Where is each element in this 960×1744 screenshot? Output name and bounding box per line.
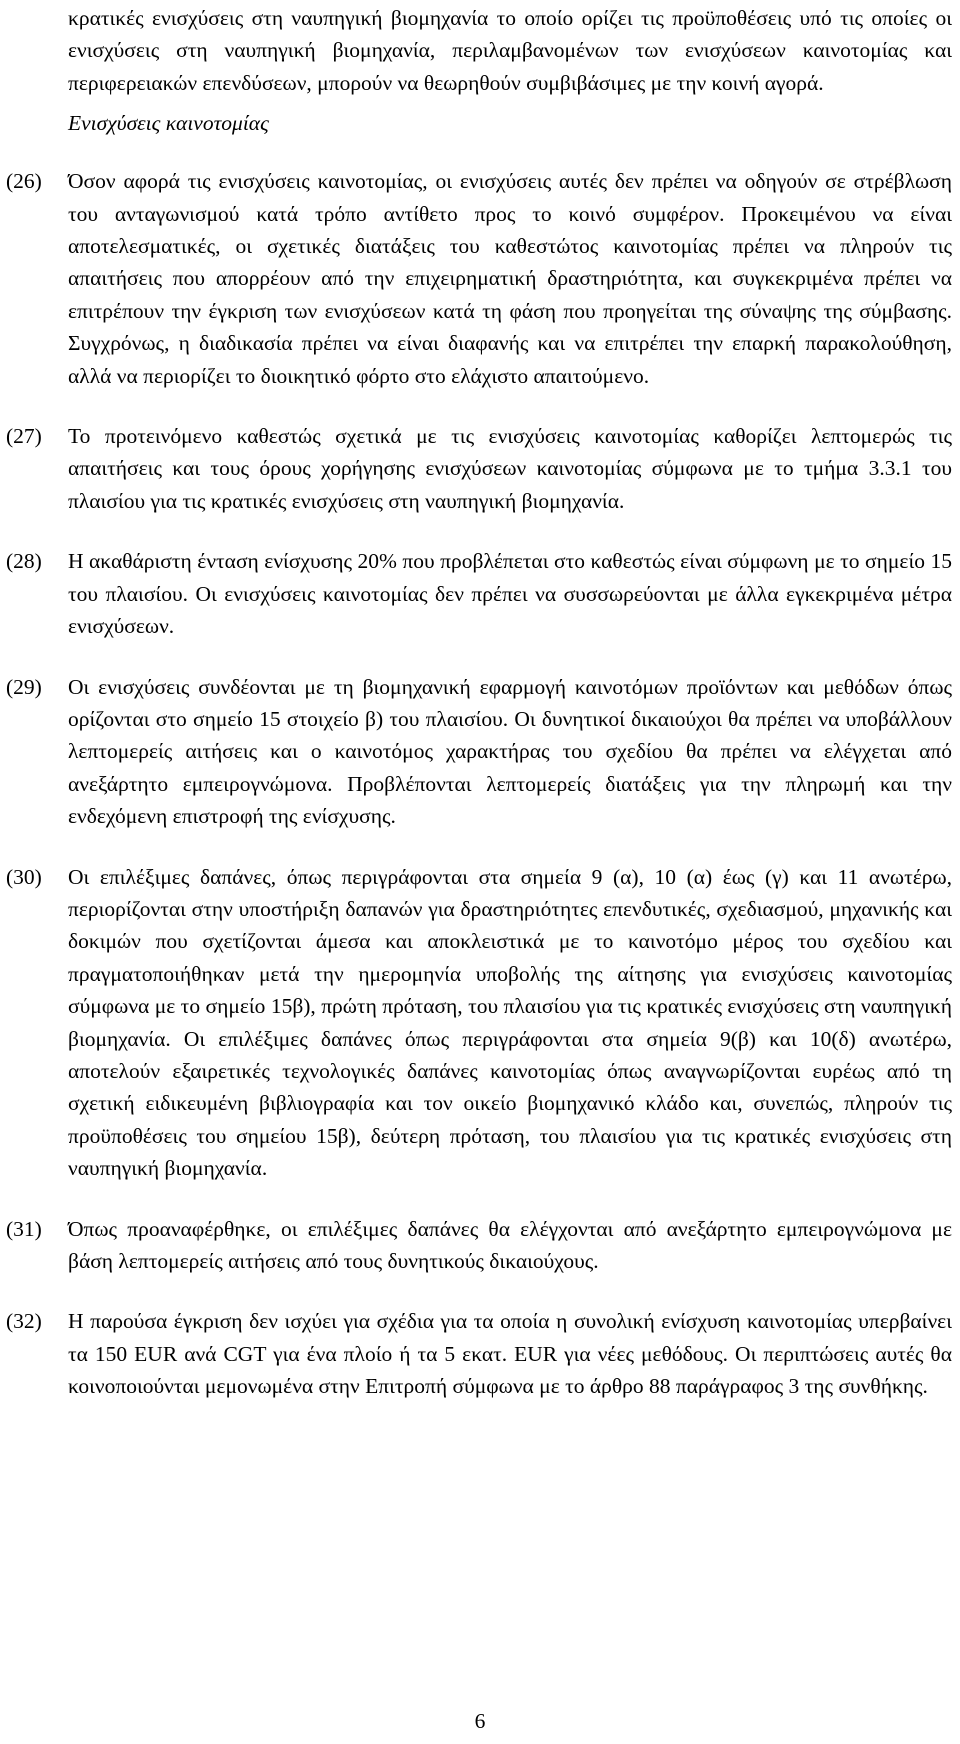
numbered-paragraph [6,861,952,1185]
numbered-paragraph [6,1305,952,1402]
paragraph-number: (27) [6,424,42,449]
paragraph-number: (26) [6,169,42,194]
page-number: 6 [474,1709,486,1733]
paragraph-number: (32) [6,1309,42,1334]
paragraph-text: Οι επιλέξιμες δαπάνες, όπως περιγράφονται στα σημεία 9 (α), 10 (α) έως (γ) και 11 ανωτέρω, περιορίζονται στην υποστήριξη δαπανών για δραστηριότητες επενδυτικές, σχεδιασμού, μηχανικής και δοκιμών που σχετίζονται άμεσα και αποκλειστικά με το καινοτόμο μέρος του σχεδίου και πραγματοποιήθηκαν μετά την ημερομηνία υποβολής της αίτησης για ενισχύσεις καινοτομίας σύμφωνα με το σημείο 15β), πρώτη πρόταση, του πλαισίου για τις κρατικές ενισχύσεις στη ναυπηγική βιομηχανία. Οι επιλέξιμες δαπάνες όπως περιγράφονται στα σημεία 9(β) και 10(δ) ανωτέρω, αποτελούν εξαιρετικές τεχνολογικές δαπάνες καινοτομίας όπως αναγνωρίζονται ευρέως από τη σχετική ειδικευμένη βιβλιογραφία και τον οικείο βιομηχανικό κλάδο και, συνεπώς, πληρούν τις προϋποθέσεις του σημείου 15β), δεύτερη πρόταση, του πλαισίου για τις κρατικές ενισχύσεις στη ναυπηγική βιομηχανία. [68,864,952,1181]
intro-paragraph: κρατικές ενισχύσεις στη ναυπηγική βιομηχανία το οποίο ορίζει τις προϋποθέσεις υπό τις οποίες οι ενισχύσεις στη ναυπηγική βιομηχανία, περιλαμβανομένων των ενισχύσεων καινοτομίας και περιφερειακών επενδύσεων, μπορούν να θεωρηθούν συμβιβάσιμες με την κοινή αγορά. [68,6,952,95]
paragraph-number: (29) [6,674,42,699]
numbered-paragraph [6,165,952,392]
paragraph-number: (31) [6,1216,42,1241]
paragraph-text: Όσον αφορά τις ενισχύσεις καινοτομίας, οι ενισχύσεις αυτές δεν πρέπει να οδηγούν σε στρέβλωση του ανταγωνισμού κατά τρόπο αντίθετο προς το κοινό συμφέρον. Προκειμένου να είναι αποτελεσματικές, οι σχετικές διατάξεις του καθεστώτος καινοτομίας πρέπει να πληρούν τις απαιτήσεις που απορρέουν από την επιχειρηματική δραστηριότητα, και συγκεκριμένα πρέπει να επιτρέπουν την έγκριση των ενισχύσεων κατά τη φάση που προηγείται της σύναψης της σύμβασης. Συγχρόνως, η διαδικασία πρέπει να είναι διαφανής και να επιτρέπει την επαρκή παρακολούθηση, αλλά να περιορίζει το διοικητικό φόρτο στο ελάχιστο απαιτούμενο. [68,169,952,388]
paragraph-text: Όπως προαναφέρθηκε, οι επιλέξιμες δαπάνες θα ελέγχονται από ανεξάρτητο εμπειρογνώμονα με βάση λεπτομερείς αιτήσεις από τους δυνητικούς δικαιούχους. [68,1216,952,1273]
page-content [6,2,952,1431]
paragraph-number: (28) [6,549,42,574]
section-heading: Ενισχύσεις καινοτομίας [68,111,269,136]
paragraph-text: Η ακαθάριστη ένταση ενίσχυσης 20% που προβλέπεται στο καθεστώς είναι σύμφωνη με το σημείο 15 του πλαισίου. Οι ενισχύσεις καινοτομίας δεν πρέπει να συσσωρεύονται με άλλα εγκεκριμένα μέτρα ενισχύσεων. [68,549,952,639]
paragraph-number: (30) [6,864,42,889]
numbered-paragraph [6,671,952,833]
paragraph-text: Οι ενισχύσεις συνδέονται με τη βιομηχανική εφαρμογή καινοτόμων προϊόντων και μεθόδων όπως ορίζονται στο σημείο 15 στοιχείο β) του πλαισίου. Οι δυνητικοί δικαιούχοι θα πρέπει να υποβάλλουν λεπτομερείς αιτήσεις και ο καινοτόμος χαρακτήρας του σχεδίου θα πρέπει να ελέγχεται από ανεξάρτητο εμπειρογνώμονα. Προβλέπονται λεπτομερείς διατάξεις για την πληρωμή και την ενδεχόμενη επιστροφή της ενίσχυσης. [68,674,952,829]
paragraph-text: Το προτεινόμενο καθεστώς σχετικά με τις ενισχύσεις καινοτομίας καθορίζει λεπτομερώς τις απαιτήσεις και τους όρους χορήγησης ενισχύσεων καινοτομίας σύμφωνα με το τμήμα 3.3.1 του πλαισίου για τις κρατικές ενισχύσεις στη ναυπηγική βιομηχανία. [68,424,952,513]
numbered-paragraph [6,1213,952,1278]
paragraph-text: Η παρούσα έγκριση δεν ισχύει για σχέδια για τα οποία η συνολική ενίσχυση καινοτομίας υπερβαίνει τα 150 EUR ανά CGT για ένα πλοίο ή τα 5 εκατ. EUR για νέες μεθόδους. Οι περιπτώσεις αυτές θα κοινοποιούνται μεμονωμένα στην Επιτροπή σύμφωνα με το άρθρο 88 παράγραφος 3 της συνθήκης. [68,1309,952,1399]
numbered-paragraph [6,545,952,642]
numbered-paragraph [6,420,952,517]
